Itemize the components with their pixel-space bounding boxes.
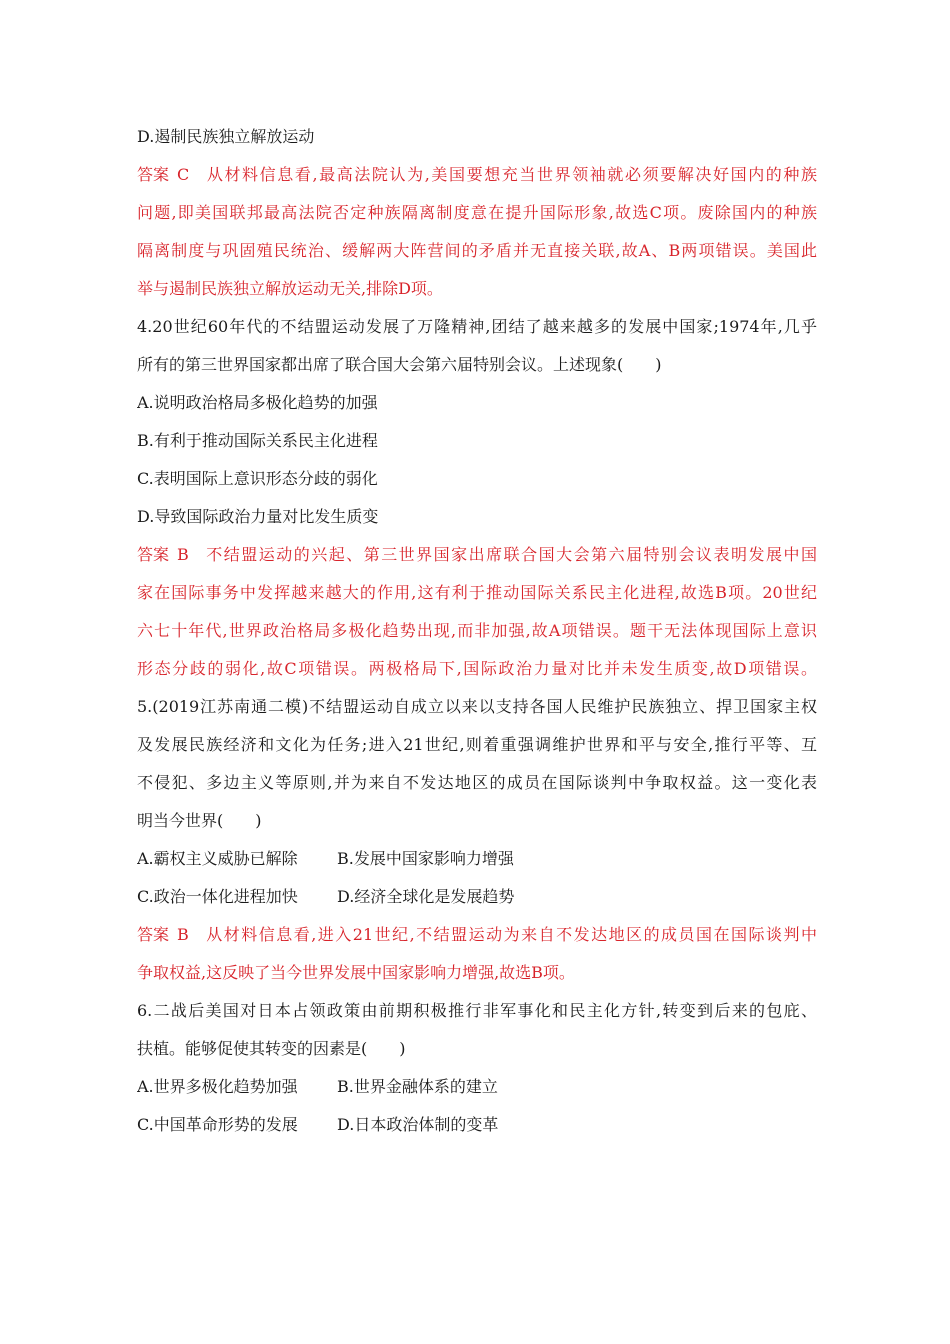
- q6-stem-line-1: 6.二战后美国对日本占领政策由前期积极推行非军事化和民主化方针,转变到后来的包庇、: [137, 1001, 817, 1020]
- q4-option-c: C.表明国际上意识形态分歧的弱化: [137, 469, 378, 488]
- q5-options-row-1: [137, 840, 817, 878]
- q6-options-row-2: [137, 1106, 817, 1144]
- q5-option-c: C.政治一体化进程加快: [137, 887, 298, 906]
- q4-stem-line-1: 4.20世纪60年代的不结盟运动发展了万隆精神,团结了越来越多的发展中国家;1974年,几乎: [137, 317, 817, 336]
- document-content: [137, 118, 817, 1144]
- q6-options-row-1: [137, 1068, 817, 1106]
- q3-answer-line-1: [137, 156, 817, 194]
- q3-answer-text-1: 从材料信息看,最高法院认为,美国要想充当世界领袖就必须要解决好国内的种族: [205, 165, 817, 184]
- q3-answer-label: 答案: [137, 165, 170, 184]
- q6-option-a: A.世界多极化趋势加强: [137, 1077, 298, 1096]
- q4-option-b: B.有利于推动国际关系民主化进程: [137, 431, 378, 450]
- q4-stem-line-2: 所有的第三世界国家都出席了联合国大会第六届特别会议。上述现象( ): [137, 355, 662, 374]
- q5-stem-line-2: 及发展民族经济和文化为任务;进入21世纪,则着重强调维护世界和平与安全,推行平等、互: [137, 735, 817, 754]
- q4-option-d: D.导致国际政治力量对比发生质变: [137, 507, 379, 526]
- q5-option-a: A.霸权主义威胁已解除: [137, 849, 298, 868]
- q6-stem-line-2: 扶植。能够促使其转变的因素是( ): [137, 1039, 406, 1058]
- q4-answer-line-1: [137, 536, 817, 574]
- q4-answer-line-3: 六七十年代,世界政治格局多极化趋势出现,而非加强,故A项错误。题干无法体现国际上意识: [137, 621, 817, 640]
- q5-answer-label: 答案: [137, 925, 170, 944]
- q4-option-a: A.说明政治格局多极化趋势的加强: [137, 393, 378, 412]
- q5-answer-line-2: 争取权益,这反映了当今世界发展中国家影响力增强,故选B项。: [137, 963, 575, 982]
- q5-option-d: D.经济全球化是发展趋势: [337, 887, 515, 906]
- q4-answer-line-2: 家在国际事务中发挥越来越大的作用,这有利于推动国际关系民主化进程,故选B项。20世纪: [137, 583, 817, 602]
- q5-options-row-2: [137, 878, 817, 916]
- q3-answer-line-2: 问题,即美国联邦最高法院否定种族隔离制度意在提升国际形象,故选C项。废除国内的种族: [137, 203, 817, 222]
- q3-answer-line-4: 举与遏制民族独立解放运动无关,排除D项。: [137, 279, 443, 298]
- q4-answer-label: 答案: [137, 545, 170, 564]
- q6-option-d: D.日本政治体制的变革: [337, 1115, 499, 1134]
- q5-stem-line-3: 不侵犯、多边主义等原则,并为来自不发达地区的成员在国际谈判中争取权益。这一变化表: [137, 773, 817, 792]
- q5-answer-text-1: 从材料信息看,进入21世纪,不结盟运动为来自不发达地区的成员国在国际谈判中: [204, 925, 817, 944]
- q5-stem-line-1: 5.(2019江苏南通二模)不结盟运动自成立以来以支持各国人民维护民族独立、捍卫国家主权: [137, 697, 817, 716]
- q5-answer-line-1: [137, 916, 817, 954]
- q4-answer-letter: B: [177, 545, 189, 564]
- q4-answer-text-1: 不结盟运动的兴起、第三世界国家出席联合国大会第六届特别会议表明发展中国: [204, 545, 817, 564]
- q3-answer-line-3: 隔离制度与巩固殖民统治、缓解两大阵营间的矛盾并无直接关联,故A、B两项错误。美国此: [137, 241, 817, 260]
- q5-stem-line-4: 明当今世界( ): [137, 811, 262, 830]
- q5-answer-letter: B: [177, 925, 189, 944]
- q6-option-c: C.中国革命形势的发展: [137, 1115, 298, 1134]
- q5-option-b: B.发展中国家影响力增强: [337, 849, 514, 868]
- q3-option-d: D.遏制民族独立解放运动: [137, 127, 315, 146]
- q3-answer-letter: C: [177, 165, 190, 184]
- q6-option-b: B.世界金融体系的建立: [337, 1077, 498, 1096]
- q4-answer-line-4: 形态分歧的弱化,故C项错误。两极格局下,国际政治力量对比并未发生质变,故D项错误。: [137, 659, 817, 678]
